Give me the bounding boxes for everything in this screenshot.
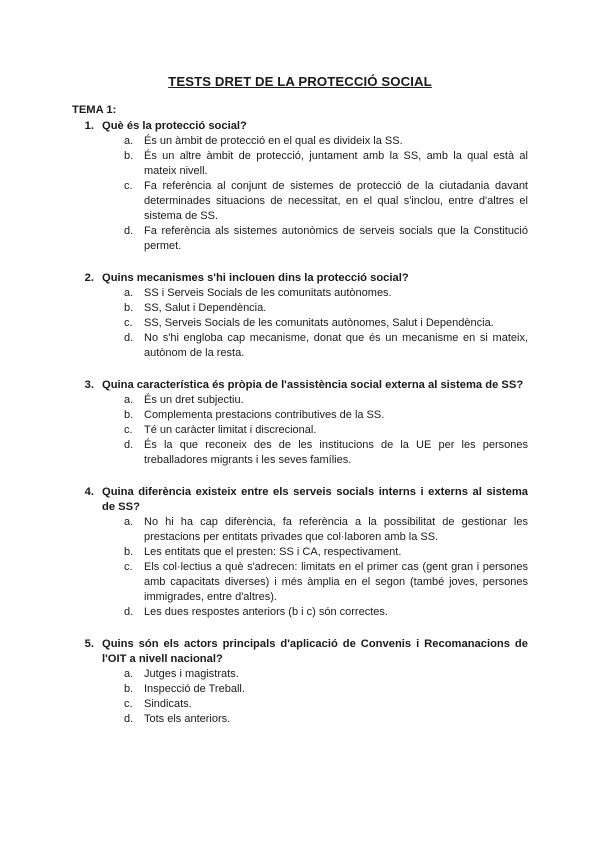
option-a <box>124 286 528 301</box>
question-4 <box>72 485 528 620</box>
option-d <box>124 224 528 254</box>
option-text: Les entitats que el presten: SS i CA, respectivament. <box>144 546 402 558</box>
option-a <box>124 515 528 545</box>
option-text: És un altre àmbit de protecció, juntament amb la SS, amb la qual està al mateix nivell. <box>144 150 528 177</box>
option-letter: b. <box>124 150 134 162</box>
option-list <box>72 393 528 468</box>
section-heading: TEMA 1: <box>72 104 117 116</box>
option-letter: d. <box>124 713 134 725</box>
option-letter: b. <box>124 683 134 695</box>
option-b <box>124 301 528 316</box>
option-letter: c. <box>124 561 133 573</box>
option-c <box>124 179 528 224</box>
option-c <box>124 697 528 712</box>
option-letter: d. <box>124 332 134 344</box>
option-text: És un àmbit de protecció en el qual es divideix la SS. <box>144 135 403 147</box>
option-text: SS, Serveis Socials de les comunitats autònomes, Salut i Dependència. <box>144 317 494 329</box>
option-text: Els col·lectius a què s'adrecen: limitats en el primer cas (gent gran i persones amb capacitats diverses) i més àmplia en el segon (també joves, persones immigrades, entre d'altres). <box>144 561 528 603</box>
question-5 <box>72 637 528 727</box>
option-letter: d. <box>124 225 134 237</box>
option-letter: b. <box>124 409 134 421</box>
question-text: Quina diferència existeix entre els serveis socials interns i externs al sistema de SS? <box>102 486 528 513</box>
option-b <box>124 149 528 179</box>
question-list <box>72 119 528 744</box>
question-1 <box>72 119 528 254</box>
option-letter: d. <box>124 606 134 618</box>
option-c <box>124 423 528 438</box>
option-text: Tots els anteriors. <box>144 713 231 725</box>
option-text: És la que reconeix des de les institucions de la UE per les persones treballadores migrants i les seves famílies. <box>144 439 528 466</box>
option-c <box>124 316 528 331</box>
question-number: 2. <box>84 272 94 284</box>
option-letter: d. <box>124 439 134 451</box>
option-list <box>72 286 528 361</box>
option-text: Sindicats. <box>144 698 192 710</box>
option-text: Fa referència al conjunt de sistemes de protecció de la ciutadania davant determinades situacions de necessitat, en el qual s'inclou, entre d'altres el sistema de SS. <box>144 180 528 222</box>
option-text: Inspecció de Treball. <box>144 683 245 695</box>
question-2 <box>72 271 528 361</box>
option-text: És un dret subjectiu. <box>144 394 244 406</box>
question-number: 1. <box>84 120 94 132</box>
option-text: No s'hi engloba cap mecanisme, donat que és un mecanisme en si mateix, autònom de la resta. <box>144 332 528 359</box>
option-letter: a. <box>124 287 134 299</box>
option-letter: a. <box>124 668 134 680</box>
option-text: No hi ha cap diferència, fa referència a la possibilitat de gestionar les prestacions per entitats privades que col·laboren amb la SS. <box>144 516 528 543</box>
option-text: Fa referència als sistemes autonòmics de serveis socials que la Constitució permet. <box>144 225 528 252</box>
option-text: Jutges i magistrats. <box>144 668 239 680</box>
option-text: SS i Serveis Socials de les comunitats autònomes. <box>144 287 392 299</box>
option-d <box>124 438 528 468</box>
option-b <box>124 682 528 697</box>
question-number: 3. <box>84 379 94 391</box>
option-letter: c. <box>124 317 133 329</box>
option-a <box>124 134 528 149</box>
question-text: Quins són els actors principals d'aplicació de Convenis i Recomanacions de l'OIT a nivell nacional? <box>102 638 528 665</box>
option-b <box>124 545 528 560</box>
question-text: Què és la protecció social? <box>102 120 247 132</box>
option-letter: a. <box>124 516 134 528</box>
option-letter: a. <box>124 135 134 147</box>
question-text: Quins mecanismes s'hi inclouen dins la protecció social? <box>102 272 409 284</box>
option-c <box>124 560 528 605</box>
question-number: 4. <box>84 486 94 498</box>
question-number: 5. <box>84 638 94 650</box>
option-a <box>124 667 528 682</box>
option-letter: b. <box>124 546 134 558</box>
option-d <box>124 712 528 727</box>
option-text: Les dues respostes anteriors (b i c) són correctes. <box>144 606 388 618</box>
question-3 <box>72 378 528 468</box>
option-letter: c. <box>124 424 133 436</box>
option-letter: c. <box>124 180 133 192</box>
option-text: Té un caràcter limitat i discrecional. <box>144 424 317 436</box>
option-list <box>72 134 528 254</box>
option-d <box>124 605 528 620</box>
option-letter: a. <box>124 394 134 406</box>
document-title: TESTS DRET DE LA PROTECCIÓ SOCIAL <box>168 74 432 89</box>
option-list <box>72 667 528 727</box>
option-a <box>124 393 528 408</box>
option-text: SS, Salut i Dependència. <box>144 302 267 314</box>
option-list <box>72 515 528 620</box>
question-text: Quina característica és pròpia de l'assistència social externa al sistema de SS? <box>102 379 524 391</box>
option-letter: b. <box>124 302 134 314</box>
option-b <box>124 408 528 423</box>
option-text: Complementa prestacions contributives de la SS. <box>144 409 385 421</box>
option-d <box>124 331 528 361</box>
option-letter: c. <box>124 698 133 710</box>
